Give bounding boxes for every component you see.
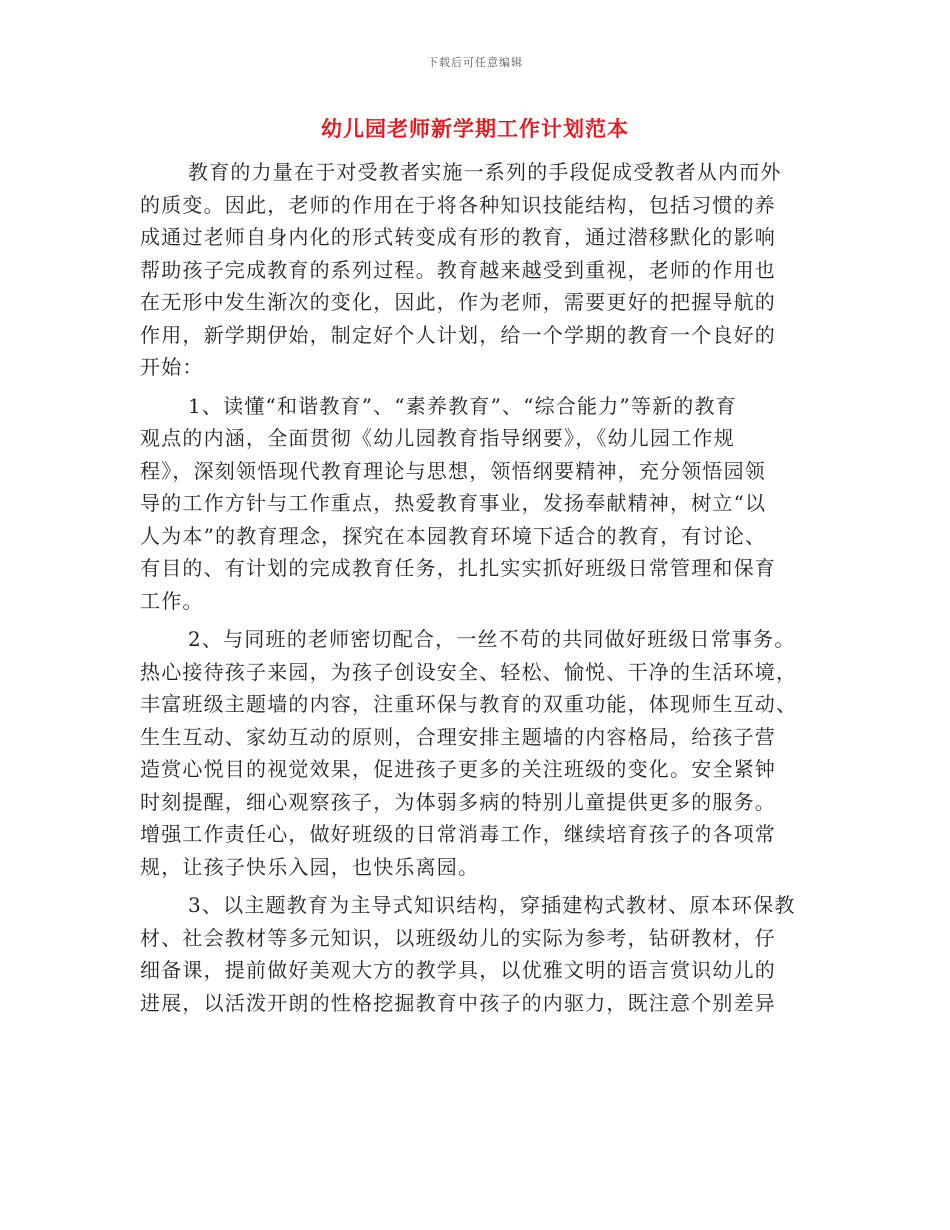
paragraph-line: 成通过老师自身内化的形式转变成有形的教育，通过潜移默化的影响: [140, 225, 776, 249]
paragraph-line: 增强工作责任心，做好班级的日常消毒工作，继续培育孩子的各项常: [140, 822, 776, 846]
paragraph: [140, 889, 812, 1019]
paragraph-line: 规，让孩子快乐入园，也快乐离园。: [140, 854, 480, 879]
paragraph-line: 时刻提醒，细心观察孩子，为体弱多病的特别儿童提供更多的服务。: [140, 789, 776, 814]
paragraph-line: 2、与同班的老师密切配合，一丝不苟的共同做好班级日常事务。: [188, 627, 796, 651]
paragraph-line: 造赏心悦目的视觉效果，促进孩子更多的关注班级的变化。安全紧钟: [140, 757, 776, 781]
paragraph-line: 有目的、有计划的完成教育任务，扎扎实实抓好班级日常管理和保育: [140, 556, 776, 580]
paragraph-line: 进展，以活泼开朗的性格挖掘教育中孩子的内驱力，既注意个别差异: [140, 990, 776, 1015]
paragraph-line: 帮助孩子完成教育的系列过程。教育越来越受到重视，老师的作用也: [140, 257, 776, 282]
paragraph: [140, 623, 812, 883]
paragraph-line: 3、以主题教育为主导式知识结构，穿插建构式教材、原本环保教: [188, 893, 796, 917]
document-body: [140, 156, 812, 1025]
document-title: 幼儿园老师新学期工作计划范本: [321, 116, 629, 141]
paragraph-line: 生生互动、家幼互动的原则，合理安排主题墙的内容格局，给孩子营: [140, 724, 776, 749]
paragraph-line: 的质变。因此，老师的作用在于将各种知识技能结构，包括习惯的养: [140, 192, 776, 217]
paragraph-line: 人为本”的教育理念，探究在本园教育环境下适合的教育，有讨论、: [140, 523, 767, 548]
paragraph-line: 热心接待孩子来园，为孩子创设安全、轻松、愉悦、干净的生活环境，: [140, 659, 798, 684]
paragraph-line: 观点的内涵，全面贯彻《幼儿园教育指导纲要》，《幼儿园工作规: [140, 426, 735, 450]
paragraph: [140, 156, 812, 384]
paragraph-line: 在无形中发生渐次的变化，因此，作为老师，需要更好的把握导航的: [140, 290, 776, 314]
header-note: 下载后可任意编辑: [427, 56, 523, 69]
paragraph-line: 开始：: [140, 355, 204, 379]
paragraph-line: 丰富班级主题墙的内容，注重环保与教育的双重功能，体现师生互动、: [140, 692, 798, 716]
paragraph-line: 材、社会教材等多元知识，以班级幼儿的实际为参考，钻研教材，仔: [140, 925, 776, 950]
paragraph-line: 教育的力量在于对受教者实施一系列的手段促成受教者从内而外: [188, 160, 782, 184]
paragraph-line: 导的工作方针与工作重点，热爱教育事业，发扬奉献精神，树立“以: [140, 491, 767, 515]
paragraph: [140, 390, 812, 618]
paragraph-line: 作用，新学期伊始，制定好个人计划，给一个学期的教育一个良好的: [140, 322, 776, 347]
paragraph-line: 工作。: [140, 588, 204, 613]
paragraph-line: 1、读懂“和谐教育”、“素养教育”、“综合能力”等新的教育: [188, 393, 737, 418]
paragraph-line: 细备课，提前做好美观大方的教学具，以优雅文明的语言赏识幼儿的: [140, 958, 776, 982]
paragraph-line: 程》，深刻领悟现代教育理论与思想，领悟纲要精神，充分领悟园领: [140, 458, 766, 483]
